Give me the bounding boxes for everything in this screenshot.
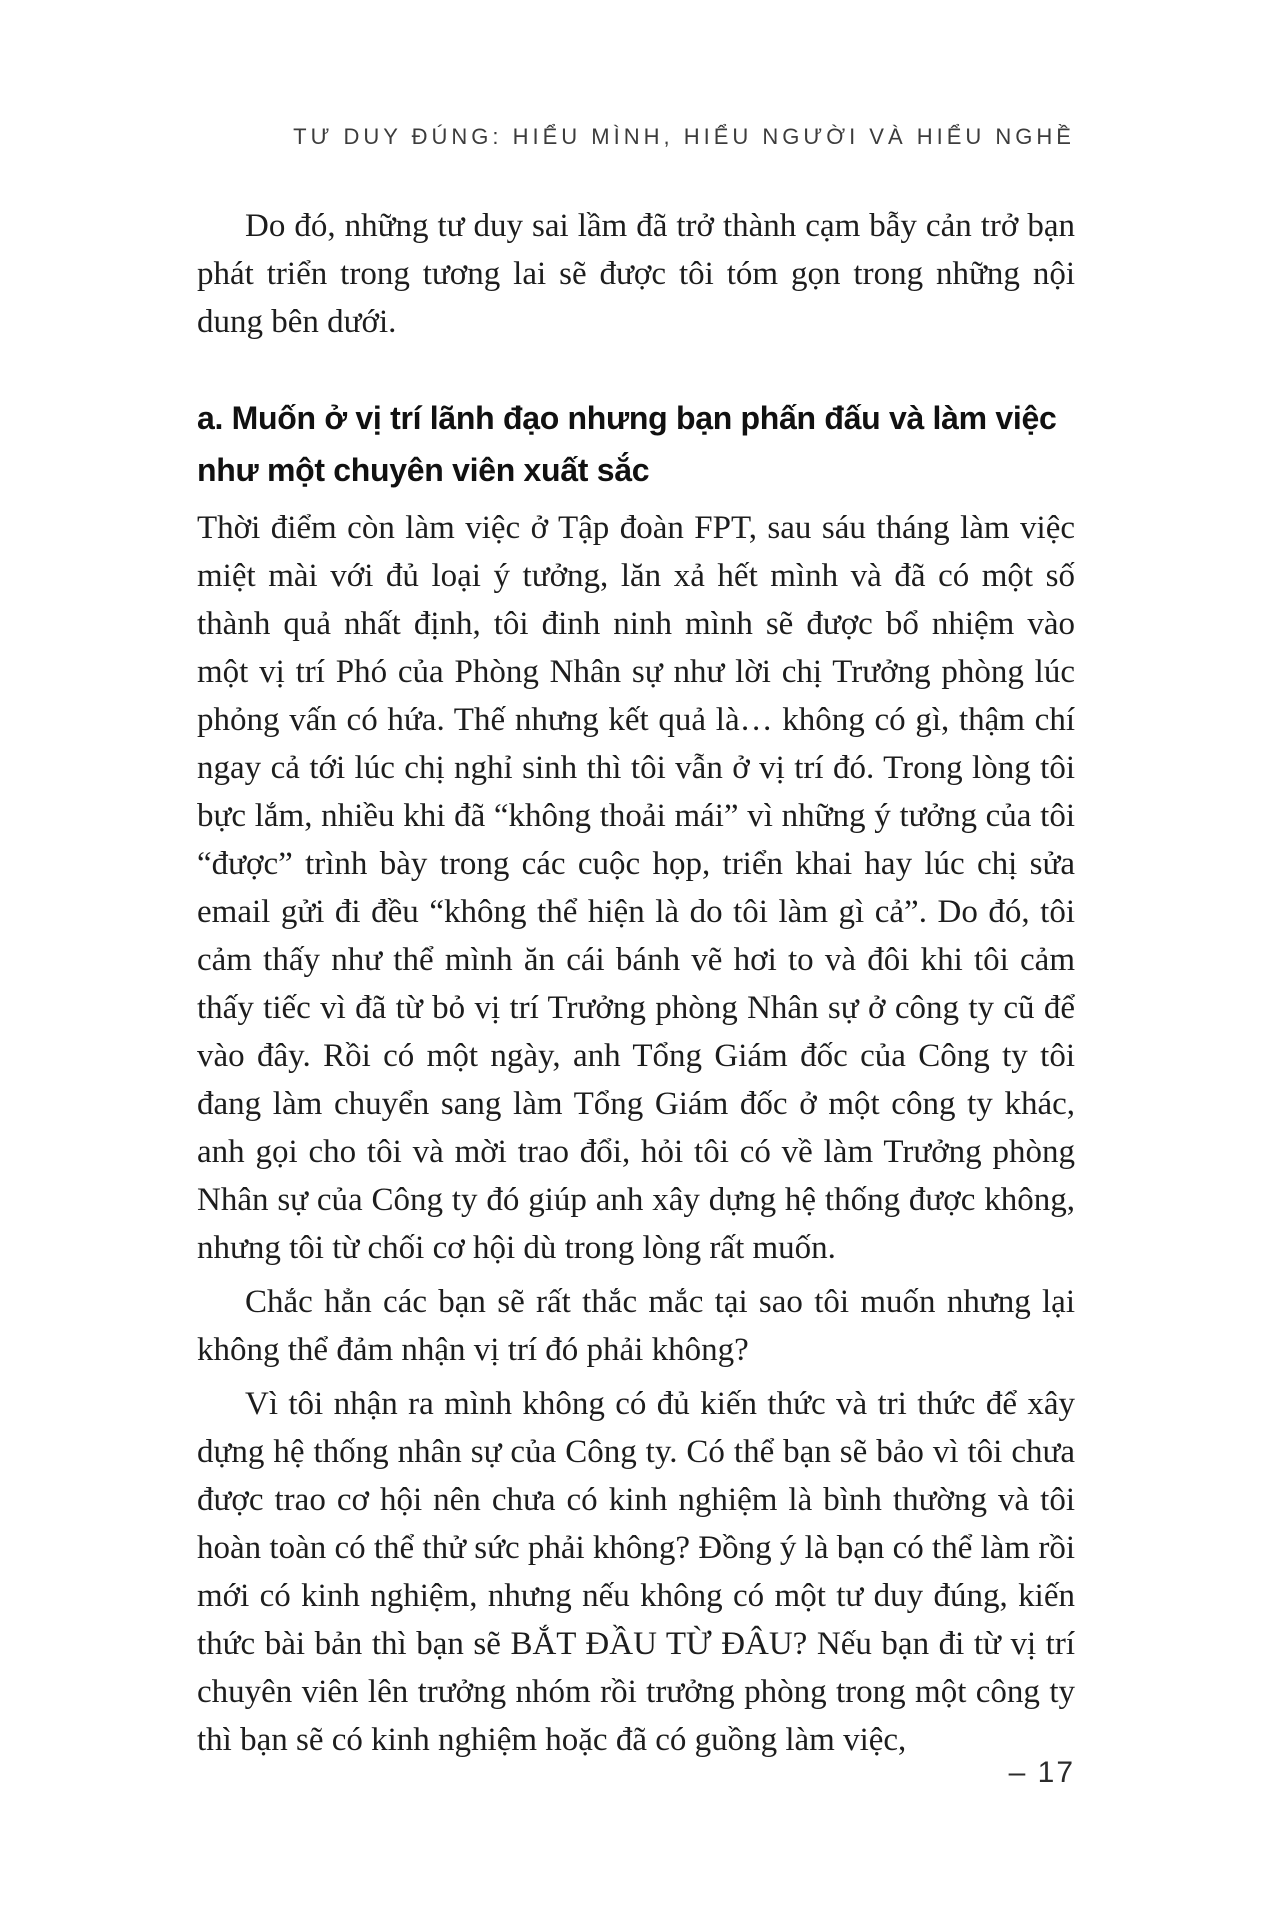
page-body [197,202,1075,1764]
body-paragraph: Vì tôi nhận ra mình không có đủ kiến thức và tri thức để xây dựng hệ thống nhân sự của Công ty. Có thể bạn sẽ bảo vì tôi chưa được trao cơ hội nên chưa có kinh nghiệm là bình thường và tôi hoàn toàn có thể thử sức phải không? Đồng ý là bạn có thể làm rồi mới có kinh nghiệm, nhưng nếu không có một tư duy đúng, kiến thức bài bản thì bạn sẽ BẮT ĐẦU TỪ ĐÂU? Nếu bạn đi từ vị trí chuyên viên lên trưởng nhóm rồi trưởng phòng trong một công ty thì bạn sẽ có kinh nghiệm hoặc đã có guồng làm việc, [197,1386,1075,1758]
intro-paragraph: Do đó, những tư duy sai lầm đã trở thành cạm bẫy cản trở bạn phát triển trong tương lai sẽ được tôi tóm gọn trong những nội dung bên dưới. [197,208,1075,340]
body-paragraph: Chắc hẳn các bạn sẽ rất thắc mắc tại sao tôi muốn nhưng lại không thể đảm nhận vị trí đó phải không? [197,1284,1075,1368]
body-paragraph: Thời điểm còn làm việc ở Tập đoàn FPT, sau sáu tháng làm việc miệt mài với đủ loại ý tưởng, lăn xả hết mình và đã có một số thành quả nhất định, tôi đinh ninh mình sẽ được bổ nhiệm vào một vị trí Phó của Phòng Nhân sự như lời chị Trưởng phòng lúc phỏng vấn có hứa. Thế nhưng kết quả là… không có gì, thậm chí ngay cả tới lúc chị nghỉ sinh thì tôi vẫn ở vị trí đó. Trong lòng tôi bực lắm, nhiều khi đã “không thoải mái” vì những ý tưởng của tôi “được” trình bày trong các cuộc họp, triển khai hay lúc chị sửa email gửi đi đều “không thể hiện là do tôi làm gì cả”. Do đó, tôi cảm thấy như thể mình ăn cái bánh vẽ hơi to và đôi khi tôi cảm thấy tiếc vì đã từ bỏ vị trí Trưởng phòng Nhân sự ở công ty cũ để vào đây. Rồi có một ngày, anh Tổng Giám đốc của Công ty tôi đang làm chuyển sang làm Tổng Giám đốc ở một công ty khác, anh gọi cho tôi và mời trao đổi, hỏi tôi có về làm Trưởng phòng Nhân sự của Công ty đó giúp anh xây dựng hệ thống được không, nhưng tôi từ chối cơ hội dù trong lòng rất muốn. [197,510,1075,1266]
section-heading: a. Muốn ở vị trí lãnh đạo nhưng bạn phấn đấu và làm việc như một chuyên viên xuất sắc [197,400,1057,488]
running-header: TƯ DUY ĐÚNG: HIỂU MÌNH, HIỂU NGƯỜI VÀ HIỂU NGHỀ [293,124,1075,149]
page-number: – 17 [1008,1756,1075,1789]
page-header [197,124,1075,150]
